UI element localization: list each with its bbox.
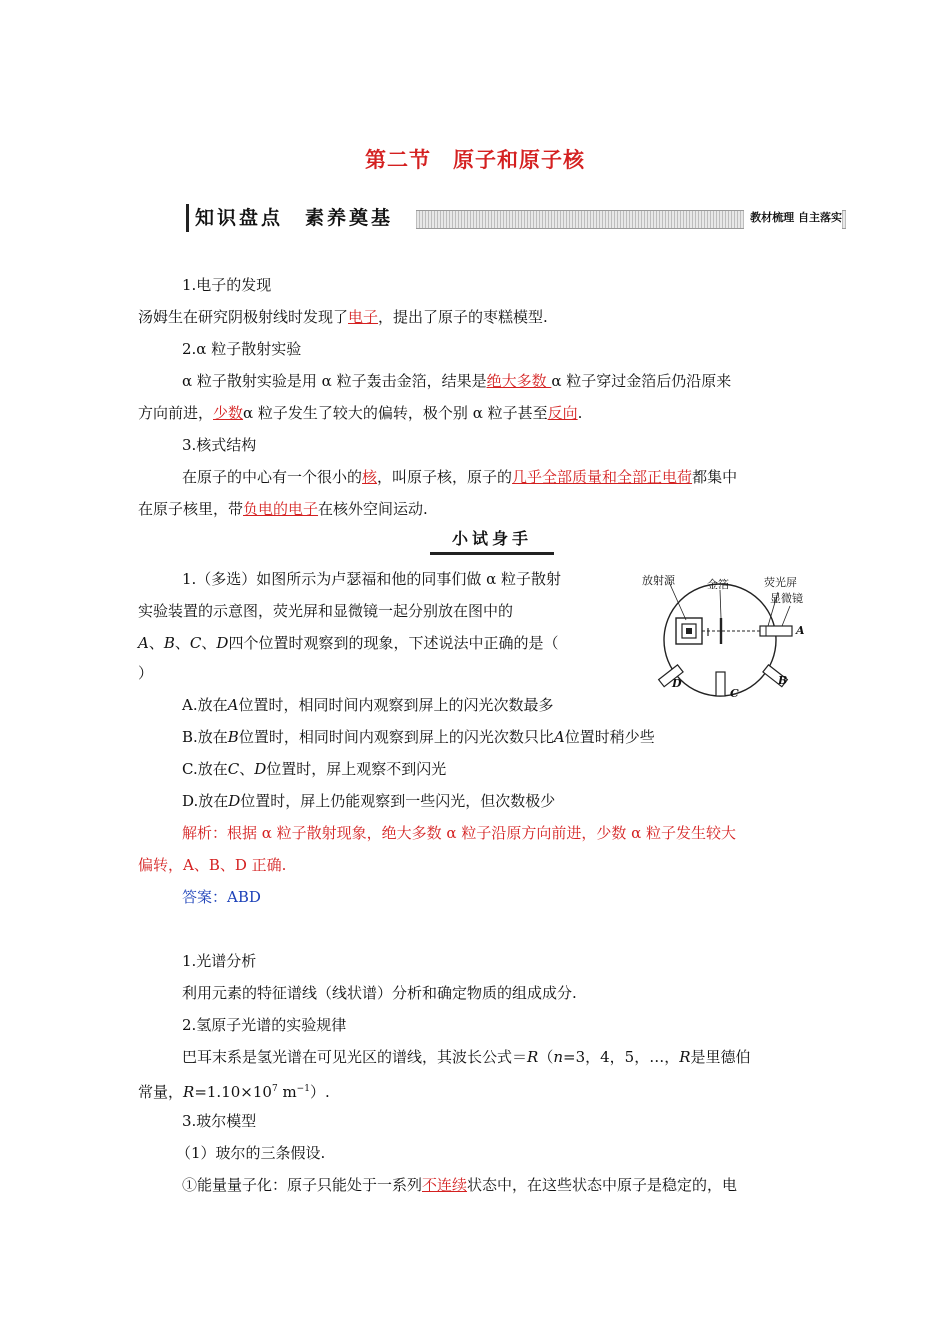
text-segment: 位置时，相同时间内观察到屏上的闪光次数最多 [238, 696, 554, 714]
paragraph-electron [138, 307, 548, 327]
analysis-line-2: 偏转，A、B、D 正确. [138, 856, 287, 874]
label-source: 放射源 [642, 574, 675, 587]
text-segment: R [527, 1048, 539, 1066]
text-segment: ①能量量子化：原子只能处于一系列 [182, 1176, 423, 1194]
question-line-4: ） [138, 664, 154, 682]
fill-blank-answer: 电子 [348, 308, 379, 326]
text-segment: α 粒子发生了较大的偏转，极个别 α 粒子甚至 [243, 404, 548, 422]
text-segment: A [553, 728, 565, 746]
analysis-line-1: 解析：根据 α 粒子散射现象，绝大多数 α 粒子沿原方向前进，少数 α 粒子发生较大 [182, 824, 737, 842]
text-segment: ，叫原子核，原子的 [377, 468, 513, 486]
text-segment: m [277, 1083, 297, 1101]
text-segment: 是里德伯 [690, 1048, 751, 1066]
text-segment: A.放在 [182, 696, 228, 714]
text-segment: 在原子的中心有一个很小的 [182, 468, 363, 486]
superscript: 7 [271, 1084, 278, 1094]
heading-alpha-scattering: 2.α 粒子散射实验 [182, 340, 302, 358]
text-segment: 在核外空间运动. [318, 500, 428, 518]
banner-subtitle: 教材梳理 自主落实 [744, 204, 842, 232]
text-segment: 位置时，屏上仍能观察到一些闪光，但次数极少 [240, 792, 556, 810]
banner-heading: 知识盘点 素养奠基 [186, 204, 412, 232]
text-segment: A [227, 696, 239, 714]
fill-blank-answer: 不连续 [422, 1176, 468, 1194]
option-a [182, 695, 553, 715]
microscope-C [716, 672, 725, 696]
heading-spectral-analysis: 1.光谱分析 [182, 952, 257, 970]
text-segment: 位置时，屏上观察不到闪光 [266, 760, 447, 778]
paragraph-alpha-2 [138, 403, 582, 423]
text-segment: α 粒子散射实验是用 α 粒子轰击金箔，结果是 [182, 372, 487, 390]
text-segment: 、 [201, 634, 217, 652]
fill-blank-answer: 核 [362, 468, 378, 486]
text-segment: B [227, 728, 239, 746]
heading-hydrogen-spectrum: 2.氢原子光谱的实验规律 [182, 1016, 347, 1034]
rutherford-apparatus-diagram [630, 570, 820, 706]
paragraph-spectral: 利用元素的特征谱线（线状谱）分析和确定物质的组成成分. [182, 984, 577, 1002]
fill-blank-answer: 负电的电子 [243, 500, 319, 518]
text-segment: B [163, 634, 175, 652]
text-segment: α 粒子穿过金箔后仍沿原来 [551, 372, 732, 390]
text-segment: =1.10×10 [194, 1083, 272, 1101]
superscript: −1 [296, 1084, 310, 1094]
microscope-A [760, 626, 792, 636]
fill-blank-answer: 绝大多数 [486, 372, 552, 390]
heading-nuclear-structure: 3.核式结构 [182, 436, 257, 454]
text-segment: 位置时稍少些 [564, 728, 655, 746]
text-segment: B.放在 [182, 728, 228, 746]
fill-blank-answer: 少数 [213, 404, 244, 422]
label-screen: 荧光屏 [764, 576, 797, 589]
text-segment: ）. [309, 1083, 330, 1101]
label-foil: 金箔 [707, 578, 729, 591]
practice-heading-rule [430, 552, 554, 555]
leader-foil [720, 590, 721, 618]
text-segment: R [183, 1083, 195, 1101]
text-segment: C [189, 634, 202, 652]
text-segment: n [553, 1048, 563, 1066]
option-b [182, 727, 655, 747]
question-line-2: 实验装置的示意图，荧光屏和显微镜一起分别放在图中的 [138, 602, 514, 620]
position-label-D: D [672, 677, 682, 690]
text-segment: 四个位置时观察到的现象，下述说法中正确的是（ [228, 634, 559, 652]
paragraph-balmer-1 [182, 1047, 751, 1067]
text-segment: 在原子核里，带 [138, 500, 244, 518]
text-segment: 、 [148, 634, 164, 652]
text-segment: 、 [174, 634, 190, 652]
text-segment: 常量， [138, 1083, 184, 1101]
paragraph-nucleus-2 [138, 499, 428, 519]
heading-bohr-model: 3.玻尔模型 [182, 1112, 257, 1130]
text-segment: 、 [239, 760, 255, 778]
source-core [686, 628, 692, 634]
text-segment: D [254, 760, 267, 778]
text-segment: D.放在 [182, 792, 229, 810]
paragraph-nucleus-1 [182, 467, 737, 487]
text-segment: 都集中 [692, 468, 738, 486]
practice-heading: 小试身手 [451, 529, 532, 548]
paragraph-bohr-assumptions: （1）玻尔的三条假设. [176, 1144, 326, 1162]
page-title: 第二节 原子和原子核 [365, 148, 585, 172]
leader-source [669, 582, 686, 620]
text-segment: R [679, 1048, 691, 1066]
label-microscope: 显微镜 [770, 592, 803, 605]
text-segment: 巴耳末系是氢光谱在可见光区的谱线，其波长公式＝ [182, 1048, 528, 1066]
text-segment: D [216, 634, 229, 652]
option-c [182, 759, 446, 779]
text-segment: . [577, 404, 583, 422]
paragraph-alpha-1 [182, 371, 731, 391]
question-line-1: 1.（多选）如图所示为卢瑟福和他的同事们做 α 粒子散射 [182, 570, 561, 588]
text-segment: =3，4，5，…， [563, 1048, 680, 1066]
fill-blank-answer: 几乎全部质量和全部正电荷 [512, 468, 693, 486]
section-banner [186, 204, 846, 232]
text-segment: ，提出了原子的枣糕模型. [378, 308, 548, 326]
text-segment: D [228, 792, 241, 810]
leader-microscope [782, 606, 790, 626]
text-segment: 状态中，在这些状态中原子是稳定的，电 [467, 1176, 738, 1194]
option-d [182, 791, 555, 811]
text-segment: 方向前进， [138, 404, 214, 422]
position-label-C: C [730, 687, 739, 700]
text-segment: （ [538, 1048, 554, 1066]
position-label-A: A [796, 624, 805, 637]
text-segment: A [138, 634, 149, 652]
text-segment: 汤姆生在研究阴极射线时发现了 [138, 308, 349, 326]
heading-electron-discovery: 1.电子的发现 [182, 276, 272, 294]
text-segment: C [227, 760, 240, 778]
fill-blank-answer: 反向 [547, 404, 578, 422]
answer-line: 答案：ABD [182, 888, 261, 906]
position-label-B: B [778, 674, 788, 687]
paragraph-energy-quantization [182, 1175, 737, 1195]
paragraph-balmer-2 [138, 1079, 330, 1102]
text-segment: C.放在 [182, 760, 228, 778]
text-segment: 位置时，相同时间内观察到屏上的闪光次数只比 [238, 728, 554, 746]
question-line-3 [138, 633, 558, 653]
